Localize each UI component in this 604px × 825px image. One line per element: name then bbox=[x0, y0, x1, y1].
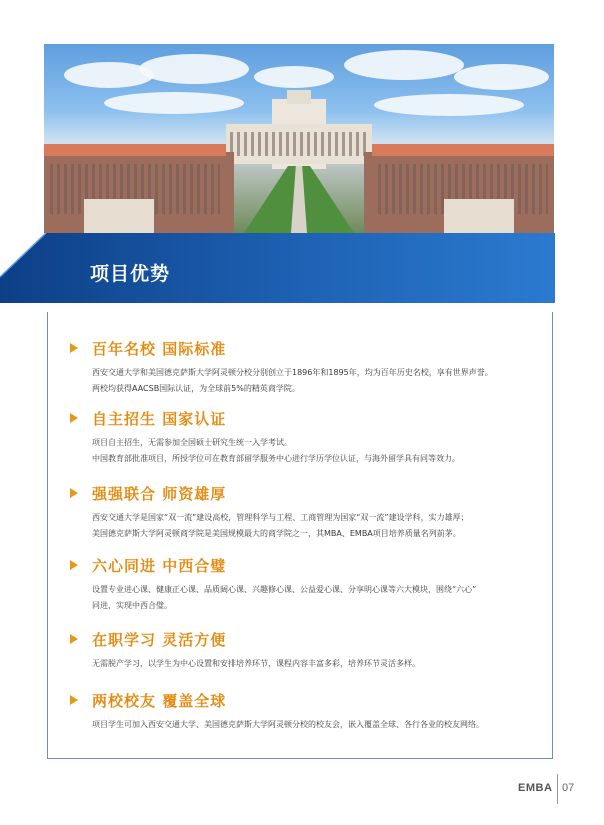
triangle-right-icon bbox=[70, 488, 78, 498]
advantage-section bbox=[70, 628, 550, 672]
section-title: 百年名校 国际标准 bbox=[92, 339, 227, 358]
section-text: 西安交通大学是国家“双一流”建设高校，管理科学与工程、工商管理为国家“双一流”建设学科，实力雄厚； bbox=[92, 513, 469, 522]
section-text: 同进，实现中西合璧。 bbox=[92, 601, 172, 610]
triangle-right-icon bbox=[70, 560, 78, 570]
section-text: 两校均获得AACSB国际认证，为全球前5%的精英商学院。 bbox=[92, 384, 300, 393]
section-text: 无需脱产学习，以学生为中心设置和安排培养环节，课程内容丰富多彩，培养环节灵活多样。 bbox=[92, 659, 420, 668]
section-title: 六心同进 中西合璧 bbox=[92, 556, 227, 575]
section-title: 强强联合 师资雄厚 bbox=[92, 484, 227, 503]
advantage-section bbox=[70, 554, 550, 614]
section-text: 设置专业进心课、健康正心课、品质阔心课、兴趣修心课、公益爱心课、分享明心课等六大模块，围绕“六心” bbox=[92, 585, 477, 594]
advantage-section bbox=[70, 407, 550, 467]
advantage-section bbox=[70, 689, 550, 733]
page-number: 07 bbox=[562, 782, 575, 794]
campus-photo bbox=[44, 44, 554, 233]
page-title: 项目优势 bbox=[90, 263, 171, 285]
advantage-section bbox=[70, 482, 550, 542]
section-title: 在职学习 灵活方便 bbox=[92, 630, 227, 649]
footer-divider bbox=[557, 774, 558, 804]
section-text: 西安交通大学和美国德克萨斯大学阿灵顿分校分别创立于1896年和1895年，均为百年历史名校，享有世界声誉。 bbox=[92, 368, 493, 377]
section-text: 中国教育部批准项目，所授学位可在教育部留学服务中心进行学历学位认证，与海外留学具有同等效力。 bbox=[92, 454, 460, 463]
footer-brand: EMBA bbox=[518, 782, 553, 794]
triangle-right-icon bbox=[70, 343, 78, 353]
triangle-right-icon bbox=[70, 413, 78, 423]
section-text: 项目学生可加入西安交通大学、美国德克萨斯大学阿灵顿分校的校友会，嵌入覆盖全球、各行各业的校友网络。 bbox=[92, 720, 484, 729]
section-banner bbox=[0, 233, 555, 303]
triangle-right-icon bbox=[70, 634, 78, 644]
triangle-right-icon bbox=[70, 695, 78, 705]
section-title: 两校校友 覆盖全球 bbox=[92, 691, 227, 710]
section-text: 美国德克萨斯大学阿灵顿商学院是美国规模最大的商学院之一，其MBA、EMBA项目培养质量名列前茅。 bbox=[92, 529, 461, 538]
section-title: 自主招生 国家认证 bbox=[92, 409, 227, 428]
advantage-section bbox=[70, 337, 550, 397]
section-text: 项目自主招生，无需参加全国硕士研究生统一入学考试。 bbox=[92, 438, 292, 447]
